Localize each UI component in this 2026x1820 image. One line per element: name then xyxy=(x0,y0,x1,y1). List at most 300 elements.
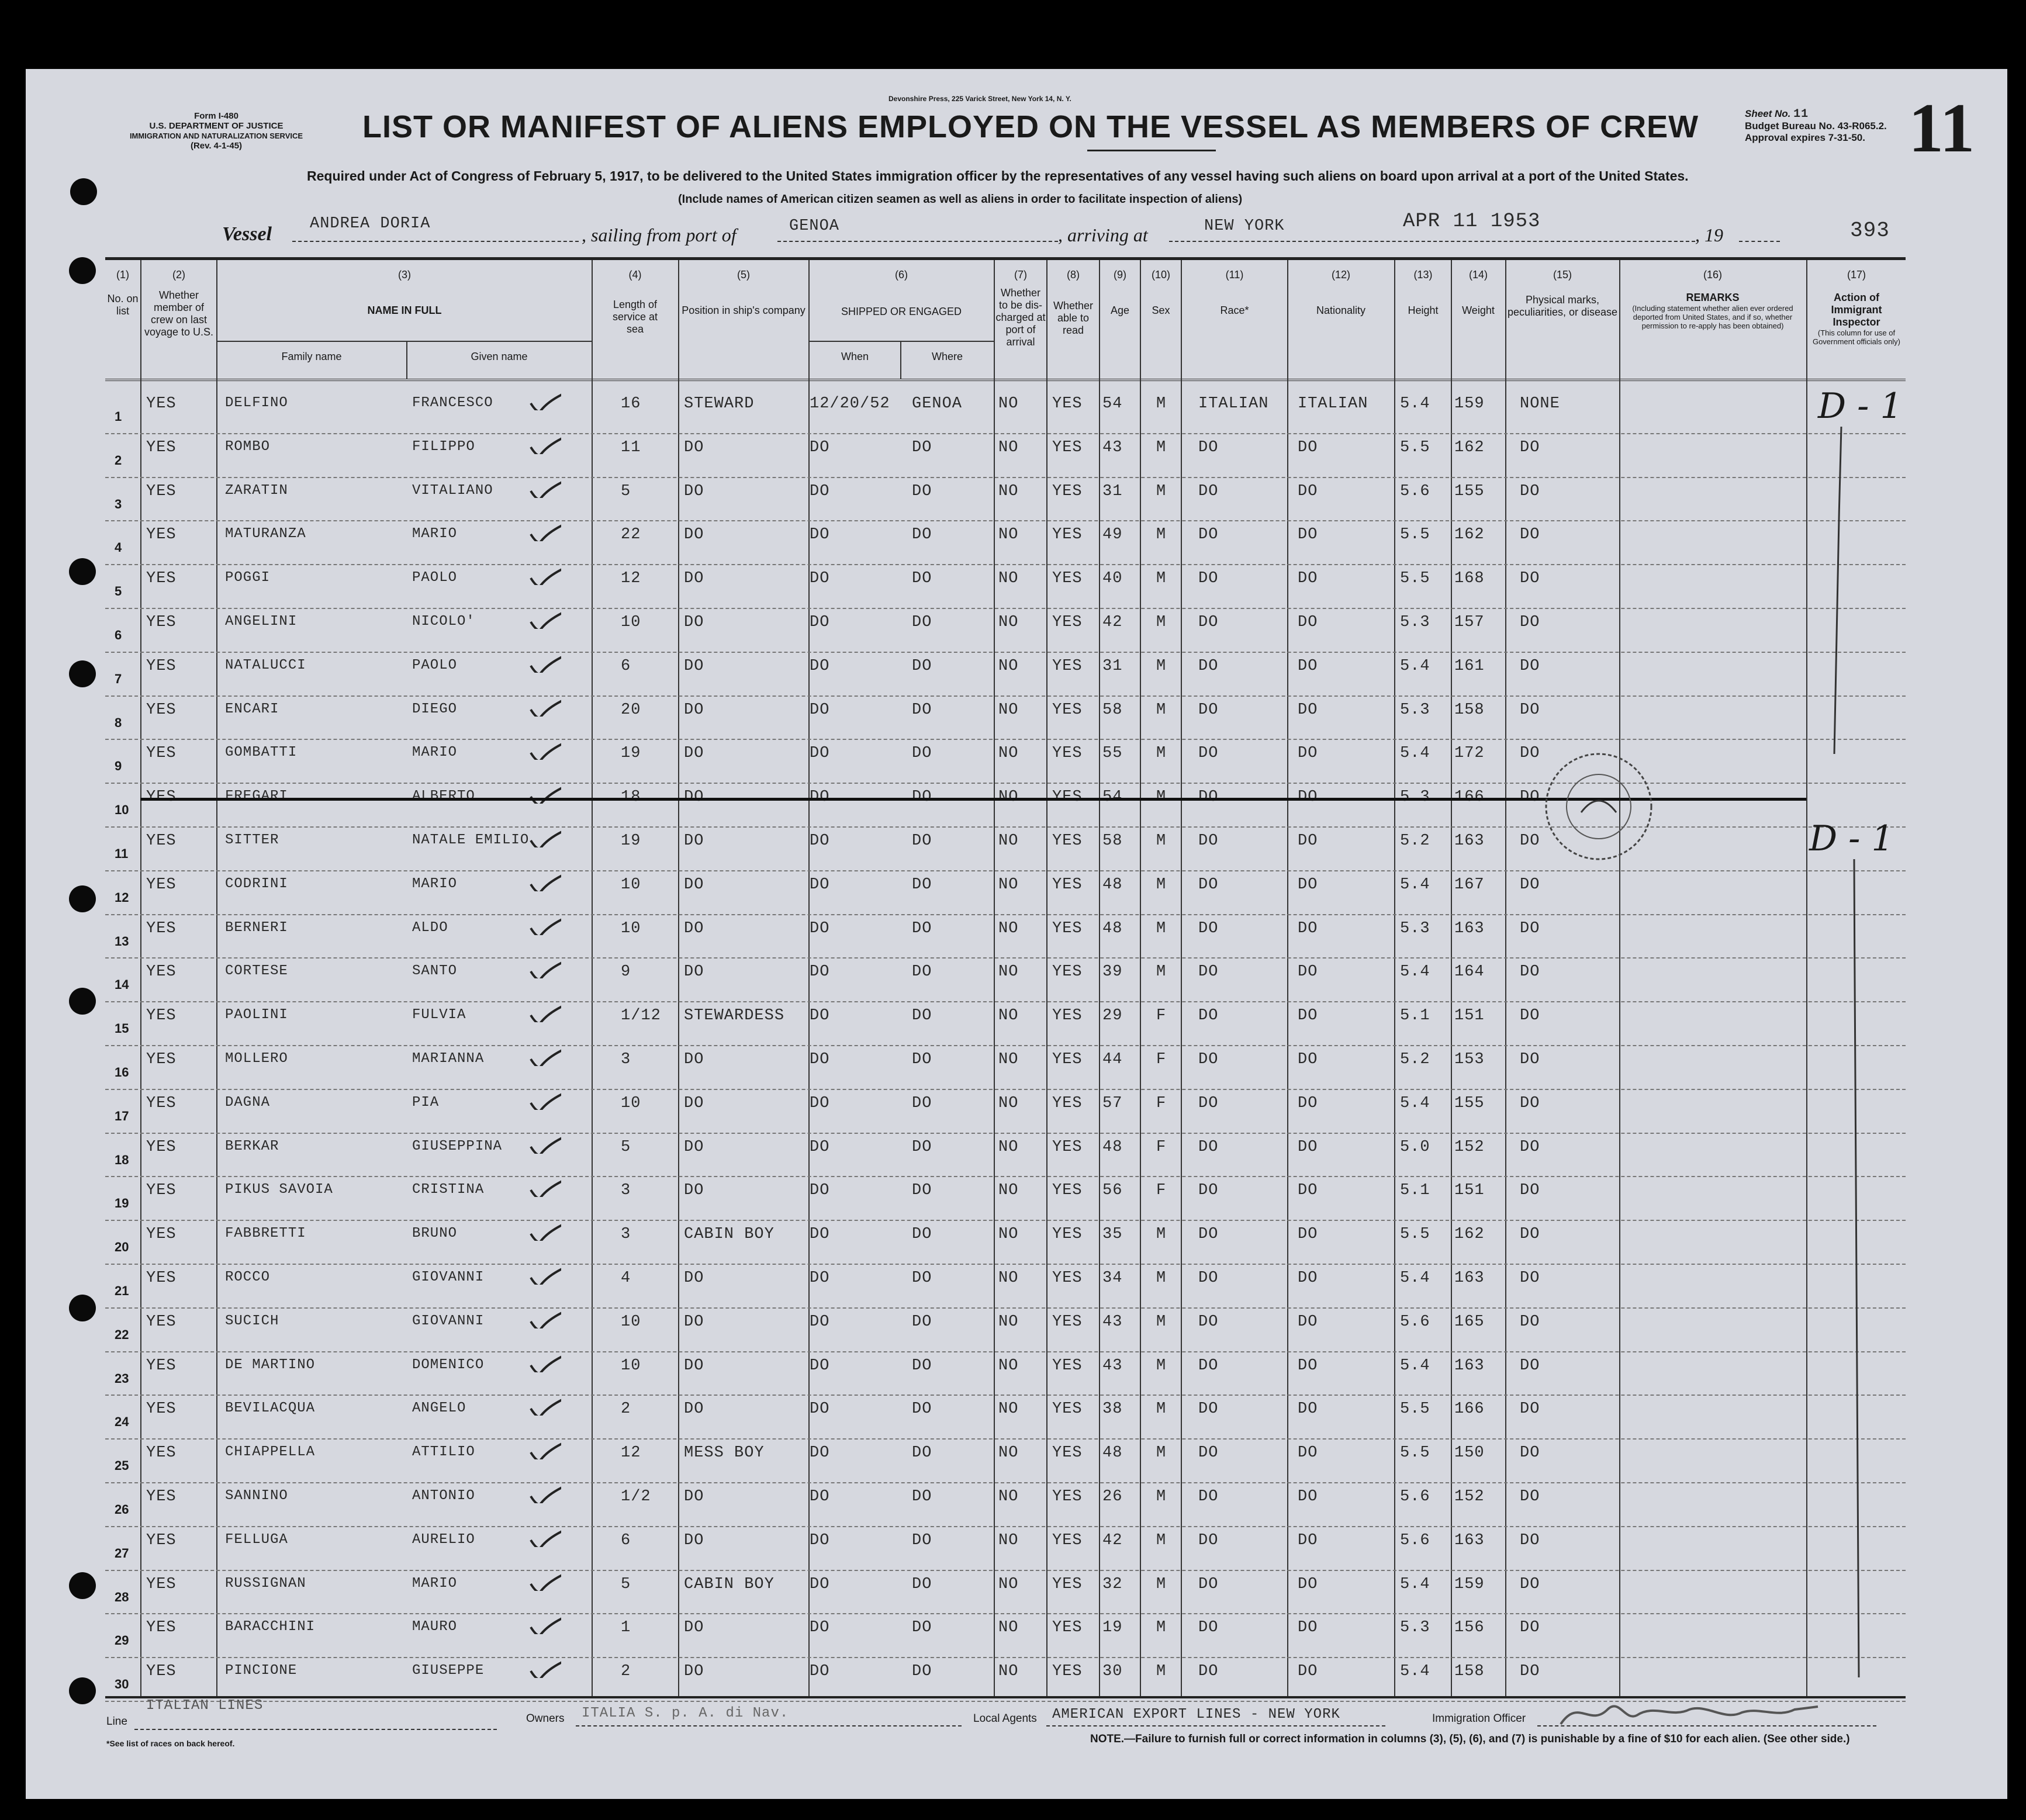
position-cell: DO xyxy=(684,1663,704,1681)
able-to-read-cell: YES xyxy=(1052,438,1083,456)
owners-rule xyxy=(576,1725,962,1726)
age-cell: 44 xyxy=(1102,1051,1123,1068)
sex-cell: M xyxy=(1156,1444,1167,1462)
nationality-cell: DO xyxy=(1298,614,1318,631)
prev-voyage-cell: YES xyxy=(146,788,177,807)
height-cell: 5.5 xyxy=(1400,1444,1430,1462)
position-cell: DO xyxy=(684,614,704,631)
shipped-when-cell: DO xyxy=(810,438,830,456)
row-number: 20 xyxy=(115,1240,129,1255)
row-number: 26 xyxy=(115,1502,129,1517)
physical-marks-cell: DO xyxy=(1520,1094,1540,1112)
family-name-cell: BERNERI xyxy=(225,919,288,936)
family-name-cell: DAGNA xyxy=(225,1094,271,1110)
height-cell: 5.3 xyxy=(1400,788,1430,807)
weight-cell: 163 xyxy=(1454,832,1485,850)
row-rule xyxy=(105,1482,1906,1483)
height-cell: 5.4 xyxy=(1400,745,1430,763)
height-cell: 5.2 xyxy=(1400,1051,1430,1068)
row-number: 7 xyxy=(115,671,122,686)
discharged-cell: NO xyxy=(998,438,1019,456)
family-name-cell: POGGI xyxy=(225,570,271,586)
service-length-cell: 6 xyxy=(621,657,631,675)
physical-marks-cell: DO xyxy=(1520,1357,1540,1375)
age-cell: 19 xyxy=(1102,1619,1123,1637)
sex-cell: M xyxy=(1156,1619,1167,1637)
check-mark-icon xyxy=(526,1524,561,1547)
given-name-cell: MARIANNA xyxy=(412,1051,485,1067)
owners-label: Owners xyxy=(526,1712,565,1725)
position-cell: DO xyxy=(684,438,704,456)
row-rule xyxy=(105,957,1906,959)
shipped-where-cell: DO xyxy=(912,1182,932,1200)
service-length-cell: 3 xyxy=(621,1051,631,1068)
weight-cell: 150 xyxy=(1454,1444,1485,1462)
physical-marks-cell: DO xyxy=(1520,482,1540,500)
physical-marks-cell: DO xyxy=(1520,1619,1540,1637)
discharged-cell: NO xyxy=(998,1531,1019,1549)
col16-num: (16) xyxy=(1703,269,1722,281)
weight-cell: 166 xyxy=(1454,788,1485,807)
races-footnote: *See list of races on back hereof. xyxy=(106,1739,235,1748)
row-rule xyxy=(105,1570,1906,1571)
col6-header xyxy=(810,269,993,318)
sex-cell: M xyxy=(1156,1313,1167,1331)
col3-family-header: Family name xyxy=(281,351,342,362)
sex-cell: M xyxy=(1156,876,1167,894)
weight-cell: 156 xyxy=(1454,1619,1485,1637)
physical-marks-cell: DO xyxy=(1520,1269,1540,1287)
able-to-read-cell: YES xyxy=(1052,1663,1083,1681)
family-name-cell: GOMBATTI xyxy=(225,745,298,761)
row-rule xyxy=(105,1220,1906,1221)
given-name-cell: PAOLO xyxy=(412,570,458,586)
discharged-cell: NO xyxy=(998,1400,1019,1418)
row-rule xyxy=(105,564,1906,565)
row-rule xyxy=(105,1657,1906,1658)
prev-voyage-cell: YES xyxy=(146,1313,177,1331)
able-to-read-cell: YES xyxy=(1052,614,1083,631)
col11-label: Race* xyxy=(1220,305,1249,316)
check-mark-icon xyxy=(526,431,561,454)
col8-num: (8) xyxy=(1067,269,1080,281)
header-bottom-rule xyxy=(105,379,1906,381)
age-cell: 29 xyxy=(1102,1007,1123,1025)
age-cell: 48 xyxy=(1102,1444,1123,1462)
given-name-cell: GIOVANNI xyxy=(412,1269,485,1285)
row-number: 2 xyxy=(115,452,122,468)
sheet-number-large: 11 xyxy=(1909,89,1975,167)
prev-voyage-cell: YES xyxy=(146,919,177,937)
able-to-read-cell: YES xyxy=(1052,395,1083,413)
given-name-cell: CRISTINA xyxy=(412,1182,485,1198)
service-length-cell: 2 xyxy=(621,1400,631,1418)
check-mark-icon xyxy=(526,562,561,585)
discharged-cell: NO xyxy=(998,1619,1019,1637)
shipped-where-cell: DO xyxy=(912,1488,932,1506)
given-name-cell: NICOLO' xyxy=(412,614,475,629)
able-to-read-cell: YES xyxy=(1052,1269,1083,1287)
position-cell: DO xyxy=(684,1400,704,1418)
family-name-cell: BEVILACQUA xyxy=(225,1400,316,1417)
shipped-when-cell: DO xyxy=(810,963,830,981)
position-cell: DO xyxy=(684,1357,704,1375)
given-name-cell: DIEGO xyxy=(412,701,458,717)
race-cell: ITALIAN xyxy=(1198,395,1269,413)
col6-label: SHIPPED OR ENGAGED xyxy=(841,306,962,317)
shipped-where-cell: DO xyxy=(912,657,932,675)
port-rule xyxy=(777,241,1058,242)
weight-cell: 159 xyxy=(1454,1575,1485,1593)
discharged-cell: NO xyxy=(998,919,1019,937)
age-cell: 58 xyxy=(1102,832,1123,850)
col2-label: Whether member of crew on last voyage to U.S. xyxy=(144,289,214,338)
given-name-cell: GIOVANNI xyxy=(412,1313,485,1329)
arriving-label: , arriving at xyxy=(1058,224,1148,245)
given-name-cell: BRUNO xyxy=(412,1226,458,1242)
position-cell: STEWARDESS xyxy=(684,1007,785,1025)
discharged-cell: NO xyxy=(998,788,1019,807)
sailing-label: , sailing from port of xyxy=(582,224,737,245)
physical-marks-cell: DO xyxy=(1520,832,1540,850)
able-to-read-cell: YES xyxy=(1052,919,1083,937)
weight-cell: 162 xyxy=(1454,438,1485,456)
punch-hole xyxy=(69,885,96,912)
check-mark-icon xyxy=(526,1436,561,1459)
col9-header xyxy=(1100,269,1140,317)
race-cell: DO xyxy=(1198,1051,1219,1068)
position-cell: DO xyxy=(684,788,704,807)
shipped-where-cell: DO xyxy=(912,1575,932,1593)
nationality-cell: DO xyxy=(1298,701,1318,719)
race-cell: DO xyxy=(1198,1575,1219,1593)
row-rule xyxy=(105,870,1906,871)
penalty-note: NOTE.—Failure to furnish full or correct information in columns (3), (5), (6), and (7) is punishable by a fine of $10 for each alien. (See other side.) xyxy=(1090,1733,1850,1745)
age-cell: 35 xyxy=(1102,1226,1123,1244)
position-cell: DO xyxy=(684,1051,704,1068)
nationality-cell: DO xyxy=(1298,526,1318,544)
weight-cell: 162 xyxy=(1454,1226,1485,1244)
check-mark-icon xyxy=(526,1611,561,1634)
discharged-cell: NO xyxy=(998,1051,1019,1068)
able-to-read-cell: YES xyxy=(1052,701,1083,719)
shipped-where-cell: DO xyxy=(912,1400,932,1418)
prev-voyage-cell: YES xyxy=(146,745,177,763)
service-length-cell: 19 xyxy=(621,745,641,763)
able-to-read-cell: YES xyxy=(1052,1488,1083,1506)
height-cell: 5.4 xyxy=(1400,1094,1430,1112)
shipped-when-cell: DO xyxy=(810,919,830,937)
row-number: 17 xyxy=(115,1108,129,1123)
given-name-cell: MARIO xyxy=(412,526,458,542)
discharged-cell: NO xyxy=(998,395,1019,413)
position-cell: DO xyxy=(684,832,704,850)
weight-cell: 152 xyxy=(1454,1138,1485,1156)
race-cell: DO xyxy=(1198,482,1219,500)
col11-header xyxy=(1182,269,1287,317)
row-number: 23 xyxy=(115,1371,129,1386)
title-underline xyxy=(1087,150,1216,151)
service-length-cell: 3 xyxy=(621,1226,631,1244)
given-name-cell: FRANCESCO xyxy=(412,395,493,411)
prev-voyage-cell: YES xyxy=(146,1531,177,1549)
able-to-read-cell: YES xyxy=(1052,1400,1083,1418)
weight-cell: 158 xyxy=(1454,1663,1485,1681)
weight-cell: 163 xyxy=(1454,1357,1485,1375)
race-cell: DO xyxy=(1198,1269,1219,1287)
shipped-when-cell: DO xyxy=(810,1094,830,1112)
able-to-read-cell: YES xyxy=(1052,570,1083,588)
weight-cell: 162 xyxy=(1454,526,1485,544)
row-rule xyxy=(105,914,1906,915)
prev-voyage-cell: YES xyxy=(146,701,177,719)
position-cell: DO xyxy=(684,1531,704,1549)
prev-voyage-cell: YES xyxy=(146,1226,177,1244)
row-rule xyxy=(105,1526,1906,1527)
line-label: Line xyxy=(106,1715,127,1728)
shipped-when-cell: DO xyxy=(810,1269,830,1287)
sex-cell: M xyxy=(1156,1357,1167,1375)
sex-cell: M xyxy=(1156,614,1167,631)
height-cell: 5.6 xyxy=(1400,1488,1430,1506)
check-mark-icon xyxy=(526,999,561,1022)
age-cell: 56 xyxy=(1102,1182,1123,1200)
physical-marks-cell: DO xyxy=(1520,1138,1540,1156)
arriving-port: NEW YORK xyxy=(1204,217,1285,235)
inspector-bracket-line xyxy=(1847,853,1865,1683)
weight-cell: 151 xyxy=(1454,1007,1485,1025)
age-cell: 31 xyxy=(1102,657,1123,675)
page-title: LIST OR MANIFEST OF ALIENS EMPLOYED ON THE VESSEL AS MEMBERS OF CREW xyxy=(362,109,1699,144)
shipped-where-cell: GENOA xyxy=(912,395,963,413)
col12-num: (12) xyxy=(1331,269,1350,281)
given-name-cell: MARIO xyxy=(412,876,458,892)
check-mark-icon xyxy=(526,1305,561,1328)
shipped-where-cell: DO xyxy=(912,701,932,719)
discharged-cell: NO xyxy=(998,745,1019,763)
able-to-read-cell: YES xyxy=(1052,832,1083,850)
prev-voyage-cell: YES xyxy=(146,1182,177,1200)
race-cell: DO xyxy=(1198,1357,1219,1375)
position-cell: DO xyxy=(684,1182,704,1200)
discharged-cell: NO xyxy=(998,1313,1019,1331)
physical-marks-cell: DO xyxy=(1520,1444,1540,1462)
col6-when-header: When xyxy=(841,351,869,362)
physical-marks-cell: DO xyxy=(1520,1313,1540,1331)
budget-bureau: Budget Bureau No. 43-R065.2. xyxy=(1745,120,1887,132)
service-length-cell: 3 xyxy=(621,1182,631,1200)
col14-label: Weight xyxy=(1462,305,1495,316)
race-cell: DO xyxy=(1198,788,1219,807)
row-number: 4 xyxy=(115,540,122,555)
weight-cell: 155 xyxy=(1454,482,1485,500)
shipped-when-cell: DO xyxy=(810,570,830,588)
height-cell: 5.5 xyxy=(1400,526,1430,544)
weight-cell: 155 xyxy=(1454,1094,1485,1112)
col1-label: No. on list xyxy=(107,293,139,317)
discharged-cell: NO xyxy=(998,1269,1019,1287)
able-to-read-cell: YES xyxy=(1052,963,1083,981)
row-number: 29 xyxy=(115,1633,129,1648)
sex-cell: M xyxy=(1156,1269,1167,1287)
shipped-when-cell: DO xyxy=(810,1313,830,1331)
row-rule xyxy=(105,608,1906,609)
service-length-cell: 9 xyxy=(621,963,631,981)
family-name-cell: ROMBO xyxy=(225,438,271,455)
nationality-cell: DO xyxy=(1298,657,1318,675)
discharged-cell: NO xyxy=(998,1094,1019,1112)
race-cell: DO xyxy=(1198,614,1219,631)
nationality-cell: DO xyxy=(1298,482,1318,500)
height-cell: 5.4 xyxy=(1400,1269,1430,1287)
punch-hole xyxy=(69,660,96,687)
check-mark-icon xyxy=(526,1043,561,1066)
race-cell: DO xyxy=(1198,657,1219,675)
family-name-cell: FELLUGA xyxy=(225,1531,288,1548)
height-cell: 5.1 xyxy=(1400,1007,1430,1025)
weight-cell: 151 xyxy=(1454,1182,1485,1200)
col1-num: (1) xyxy=(116,269,129,281)
nationality-cell: DO xyxy=(1298,788,1318,807)
family-name-cell: PIKUS SAVOIA xyxy=(225,1182,333,1198)
discharged-cell: NO xyxy=(998,526,1019,544)
height-cell: 5.5 xyxy=(1400,438,1430,456)
include-statement: (Include names of American citizen seamen as well as aliens in order to facilitate inspection of aliens) xyxy=(678,193,1243,206)
inspector-mark-d1-second: D - 1 xyxy=(1809,818,1894,859)
race-cell: DO xyxy=(1198,919,1219,937)
shipped-where-cell: DO xyxy=(912,1531,932,1549)
race-cell: DO xyxy=(1198,1488,1219,1506)
check-mark-icon xyxy=(526,912,561,935)
discharged-cell: NO xyxy=(998,1138,1019,1156)
row-number: 12 xyxy=(115,890,129,905)
family-name-cell: CHIAPPELLA xyxy=(225,1444,316,1461)
nationality-cell: DO xyxy=(1298,1619,1318,1637)
height-cell: 5.5 xyxy=(1400,1400,1430,1418)
race-cell: DO xyxy=(1198,1313,1219,1331)
prev-voyage-cell: YES xyxy=(146,963,177,981)
shipped-where-cell: DO xyxy=(912,614,932,631)
service-length-cell: 10 xyxy=(621,876,641,894)
nationality-cell: DO xyxy=(1298,1400,1318,1418)
check-mark-icon xyxy=(526,693,561,717)
height-cell: 5.5 xyxy=(1400,1226,1430,1244)
col5-header xyxy=(679,269,808,317)
prev-voyage-cell: YES xyxy=(146,395,177,413)
physical-marks-cell: DO xyxy=(1520,1663,1540,1681)
given-name-cell: AURELIO xyxy=(412,1531,475,1548)
race-cell: DO xyxy=(1198,832,1219,850)
row-number: 13 xyxy=(115,933,129,949)
race-cell: DO xyxy=(1198,876,1219,894)
weight-cell: 159 xyxy=(1454,395,1485,413)
given-name-cell: DOMENICO xyxy=(412,1357,485,1373)
shipped-when-cell: DO xyxy=(810,1619,830,1637)
weight-cell: 163 xyxy=(1454,1531,1485,1549)
row-rule xyxy=(105,1395,1906,1396)
service-length-cell: 10 xyxy=(621,919,641,937)
nationality-cell: DO xyxy=(1298,919,1318,937)
row-number: 21 xyxy=(115,1283,129,1298)
sex-cell: F xyxy=(1156,1182,1167,1200)
col11-num: (11) xyxy=(1225,269,1244,281)
weight-cell: 158 xyxy=(1454,701,1485,719)
age-cell: 48 xyxy=(1102,919,1123,937)
shipped-when-cell: DO xyxy=(810,745,830,763)
inspector-mark-d1: D - 1 xyxy=(1818,386,1903,427)
shipped-when-cell: DO xyxy=(810,526,830,544)
discharged-cell: NO xyxy=(998,876,1019,894)
service-length-cell: 4 xyxy=(621,1269,631,1287)
shipped-when-cell: 12/20/52 xyxy=(810,395,890,413)
col10-num: (10) xyxy=(1151,269,1170,281)
discharged-cell: NO xyxy=(998,1226,1019,1244)
shipped-where-cell: DO xyxy=(912,876,932,894)
physical-marks-cell: DO xyxy=(1520,570,1540,588)
height-cell: 5.3 xyxy=(1400,701,1430,719)
height-cell: 5.0 xyxy=(1400,1138,1430,1156)
approval-expires: Approval expires 7-31-50. xyxy=(1745,132,1865,143)
shipped-when-cell: DO xyxy=(810,1531,830,1549)
height-cell: 5.6 xyxy=(1400,482,1430,500)
shipped-where-cell: DO xyxy=(912,1663,932,1681)
row-number: 18 xyxy=(115,1152,129,1167)
prev-voyage-cell: YES xyxy=(146,1094,177,1112)
sheet-number-typed: 11 xyxy=(1793,108,1809,121)
check-mark-icon xyxy=(526,605,561,629)
row-number: 27 xyxy=(115,1545,129,1561)
family-name-cell: DE MARTINO xyxy=(225,1357,316,1373)
sex-cell: M xyxy=(1156,570,1167,588)
age-cell: 39 xyxy=(1102,963,1123,981)
col4-label: Length of service at sea xyxy=(612,299,658,335)
check-mark-icon xyxy=(526,1655,561,1678)
check-mark-icon xyxy=(526,1480,561,1503)
height-cell: 5.4 xyxy=(1400,1357,1430,1375)
check-mark-icon xyxy=(526,1217,561,1241)
check-mark-icon xyxy=(526,1261,561,1285)
line-rule xyxy=(134,1729,497,1730)
family-name-cell: BARACCHINI xyxy=(225,1619,316,1635)
row-number: 1 xyxy=(115,409,122,424)
discharged-cell: NO xyxy=(998,1488,1019,1506)
col4-header xyxy=(593,269,677,335)
race-cell: DO xyxy=(1198,701,1219,719)
family-name-cell: CORTESE xyxy=(225,963,288,980)
service-length-cell: 20 xyxy=(621,701,641,719)
col17-header xyxy=(1807,269,1906,346)
nationality-cell: DO xyxy=(1298,438,1318,456)
punch-hole xyxy=(69,558,96,585)
age-cell: 58 xyxy=(1102,701,1123,719)
shipped-where-cell: DO xyxy=(912,482,932,500)
age-cell: 48 xyxy=(1102,876,1123,894)
check-mark-icon xyxy=(526,1568,561,1591)
service-length-cell: 1/12 xyxy=(621,1007,661,1025)
prev-voyage-cell: YES xyxy=(146,657,177,675)
row-rule xyxy=(105,1001,1906,1002)
row-rule xyxy=(105,1438,1906,1440)
shipped-where-cell: DO xyxy=(912,1269,932,1287)
col17-num: (17) xyxy=(1847,269,1866,281)
nationality-cell: DO xyxy=(1298,1051,1318,1068)
col16-label: REMARKS xyxy=(1686,292,1740,303)
nationality-cell: DO xyxy=(1298,1182,1318,1200)
able-to-read-cell: YES xyxy=(1052,526,1083,544)
form-number: Form I-480 xyxy=(194,111,238,121)
nationality-cell: DO xyxy=(1298,1313,1318,1331)
given-name-cell: GIUSEPPINA xyxy=(412,1138,503,1154)
